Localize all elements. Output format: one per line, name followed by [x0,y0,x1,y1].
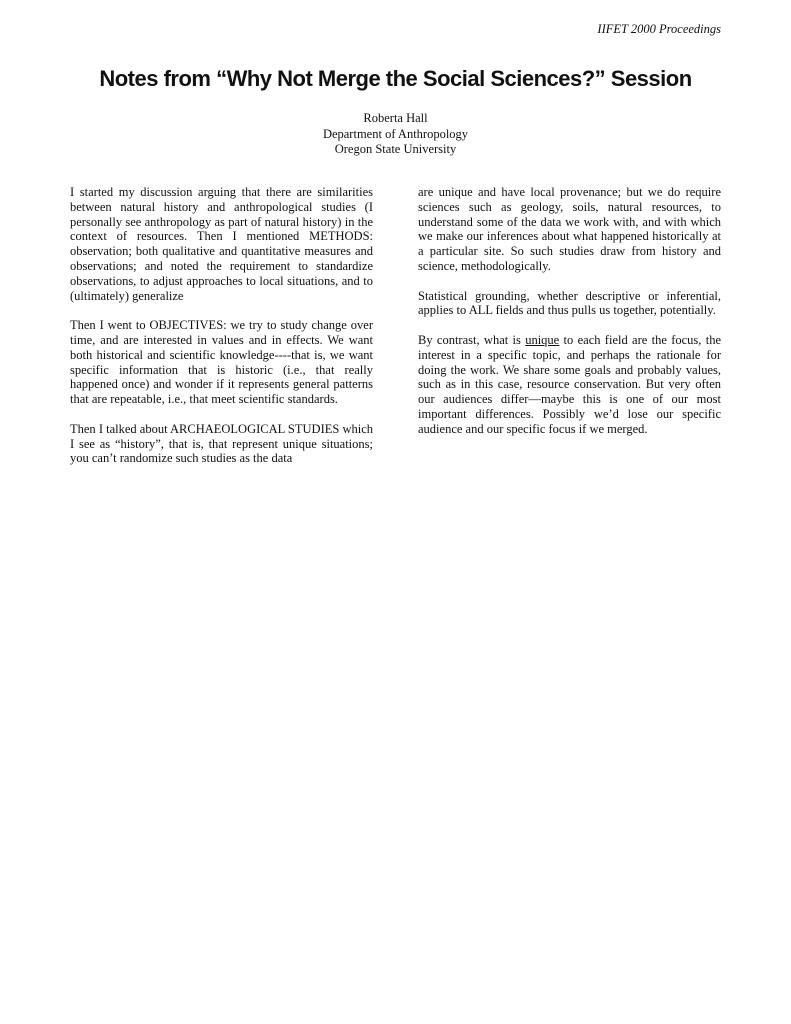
contrast-text-end: to each field are the focus, the interest in a specific topic, and perhaps the rationale for doing the work. We share some goals and probably values, such as in this case, resource conservation. But very often our audiences differ—maybe this is one of our most important differences. Possibly we’d lose our specific audience and our specific focus if we merged. [418,332,721,436]
paper-title: Notes from “Why Not Merge the Social Sciences?” Session [99,66,692,91]
paragraph-continuation: are unique and have local provenance; but we do require sciences such as geology, soils, natural resources, to understand some of the data we work with, and with which we make our inferences about what happened historically at a particular site. So such studies draw from history and science, methodologically. [418,185,721,273]
author-department: Department of Anthropology [322,126,469,141]
paragraph-archaeological-studies: Then I talked about ARCHAEOLOGICAL STUDIES which I see as “history”, that is, that represent unique situations; you can’t randomize such studies as the data [70,421,373,466]
running-head: IIFET 2000 Proceedings [597,22,721,36]
author-institution: Oregon State University [334,142,457,156]
left-column [70,185,373,481]
underlined-word: unique [525,332,560,347]
paragraph-statistical-grounding: Statistical grounding, whether descriptive or inferential, applies to ALL fields and thus pulls us together, potentially. [418,288,721,318]
paragraph-objectives: Then I went to OBJECTIVES: we try to study change over time, and are interested in values and in effects. We want both historical and scientific knowledge----that is, we want specific information that is historic (i.e., that really happened once) and wonder if it represents general patterns that are repeatable, i.e., that meet scientific standards. [70,318,373,407]
paragraph-contrast [418,333,721,437]
contrast-text-start: By contrast, what is [418,332,526,347]
right-column [418,185,721,451]
author-name: Roberta Hall [363,111,428,125]
author-block [0,111,791,158]
paragraph-methods: I started my discussion arguing that there are similarities between natural history and anthropological studies (I personally see anthropology as part of natural history) in the context of resources. Then I mentioned METHODS: observation; both qualitative and quantitative measures and observations; and noted the requirement to standardize observations, to adjust approaches to local situations, and to (ultimately) generalize [70,185,373,303]
